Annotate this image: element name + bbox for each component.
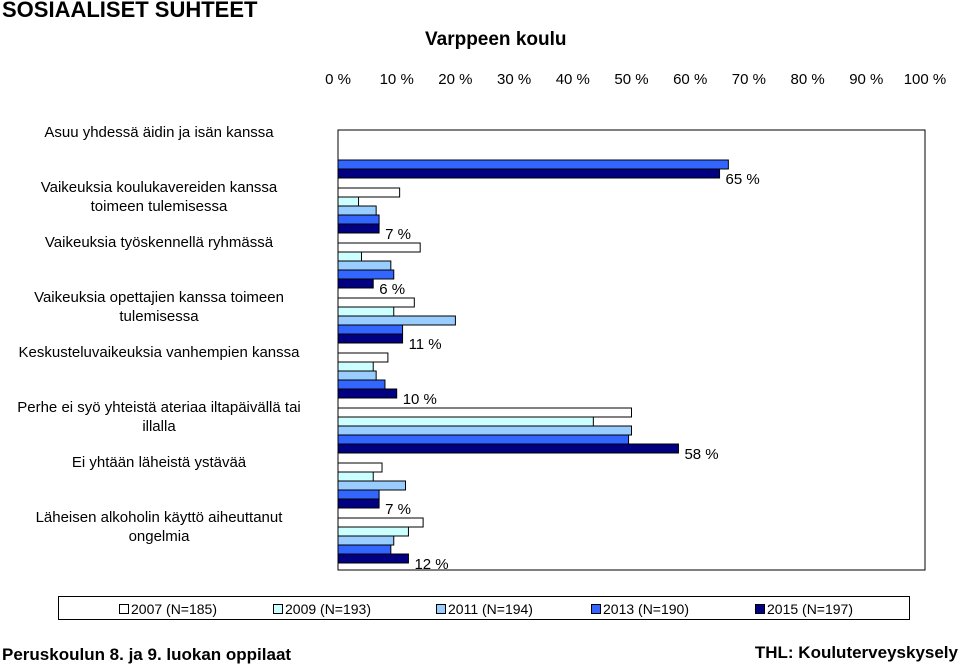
legend-label: 2015 (N=197) (767, 601, 854, 617)
category-label-line: tulemisessa (119, 308, 199, 325)
bar (338, 463, 382, 472)
data-label: 6 % (379, 281, 406, 298)
data-label: 11 % (408, 336, 442, 353)
legend-item (755, 601, 853, 617)
category-label (0, 233, 324, 252)
chart-title: Varppeen koulu (425, 29, 567, 50)
category-label (0, 508, 324, 546)
legend (58, 596, 910, 620)
category-label-line: Vaikeuksia koulukavereiden kanssa (40, 179, 278, 196)
data-label: 12 % (414, 556, 449, 573)
bar (338, 188, 400, 197)
x-tick-label: 80 % (790, 71, 825, 88)
legend-label: 2009 (N=193) (285, 601, 372, 617)
data-label: 7 % (385, 226, 411, 243)
bar (338, 169, 720, 178)
bar (338, 279, 373, 288)
x-tick-label: 10 % (379, 71, 414, 88)
bar (338, 243, 420, 252)
bar (338, 408, 632, 417)
category-label-line: Vaikeuksia työskennellä ryhmässä (44, 234, 274, 251)
bar (338, 224, 379, 233)
category-label-line: Läheisen alkoholin käyttö aiheuttanut (35, 509, 283, 526)
legend-swatch (591, 604, 601, 614)
legend-swatch (755, 604, 765, 614)
bar (338, 527, 408, 536)
bar (338, 307, 394, 316)
legend-item (436, 601, 533, 617)
legend-swatch (436, 604, 446, 614)
bar (338, 160, 728, 169)
data-label: 65 % (725, 171, 760, 188)
category-label (0, 343, 324, 362)
bar (338, 499, 379, 508)
legend-label: 2013 (N=190) (603, 601, 690, 617)
x-tick-label: 90 % (849, 71, 884, 88)
data-label: 58 % (684, 446, 719, 463)
category-label (0, 453, 324, 472)
bar (338, 261, 391, 270)
legend-item (119, 601, 217, 617)
bar (338, 206, 376, 215)
x-tick-label: 60 % (673, 71, 708, 88)
bar (338, 316, 455, 325)
legend-swatch (119, 604, 129, 614)
category-label-line: Keskusteluvaikeuksia vanhempien kanssa (18, 344, 300, 361)
bar (338, 481, 406, 490)
legend-label: 2011 (N=194) (448, 601, 533, 617)
bar (338, 252, 361, 261)
bar (338, 426, 632, 435)
category-label-line: ongelmia (128, 528, 190, 545)
legend-item (591, 601, 689, 617)
category-label-line: toimeen tulemisessa (90, 198, 228, 215)
bar (338, 325, 403, 334)
footer-population: Peruskoulun 8. ja 9. luokan oppilaat (2, 645, 292, 664)
category-label-line: Perhe ei syö yhteistä ateriaa iltapäivällä tai (17, 399, 301, 416)
bar (338, 536, 394, 545)
bar (338, 490, 379, 499)
category-label (0, 398, 324, 436)
legend-item (273, 601, 371, 617)
x-tick-label: 50 % (614, 71, 649, 88)
bar (338, 334, 403, 343)
bar (338, 270, 394, 279)
bar (338, 380, 385, 389)
x-tick-label: 40 % (555, 71, 590, 88)
bar (338, 215, 379, 224)
bar (338, 545, 391, 554)
bar (338, 417, 593, 426)
x-tick-label: 20 % (438, 71, 473, 88)
bar (338, 298, 414, 307)
data-label: 10 % (402, 391, 437, 408)
category-label (0, 178, 324, 216)
footer-source: THL: Kouluterveyskysely (754, 643, 958, 662)
bar (338, 371, 376, 380)
category-label-line: Vaikeuksia opettajien kanssa toimeen (34, 289, 284, 306)
bar (338, 197, 359, 206)
bar (338, 444, 678, 453)
bar (338, 518, 423, 527)
x-tick-label: 30 % (496, 71, 532, 88)
category-label-line: illalla (142, 418, 176, 435)
bar (338, 472, 373, 481)
bar (338, 435, 629, 444)
category-label-line: Ei yhtään läheistä ystävää (71, 454, 247, 471)
legend-label: 2007 (N=185) (131, 601, 218, 617)
x-tick-label: 0 % (325, 71, 351, 88)
legend-swatch (273, 604, 283, 614)
category-label (0, 123, 324, 142)
x-tick-label: 100 % (903, 71, 947, 88)
bar (338, 362, 373, 371)
data-label: 7 % (385, 501, 411, 518)
category-label (0, 288, 324, 326)
x-tick-label: 70 % (731, 71, 767, 88)
bar (338, 389, 397, 398)
category-label-line: Asuu yhdessä äidin ja isän kanssa (44, 124, 274, 141)
header-title: SOSIAALISET SUHTEET (2, 0, 258, 22)
bar (338, 353, 388, 362)
bar (338, 554, 408, 563)
